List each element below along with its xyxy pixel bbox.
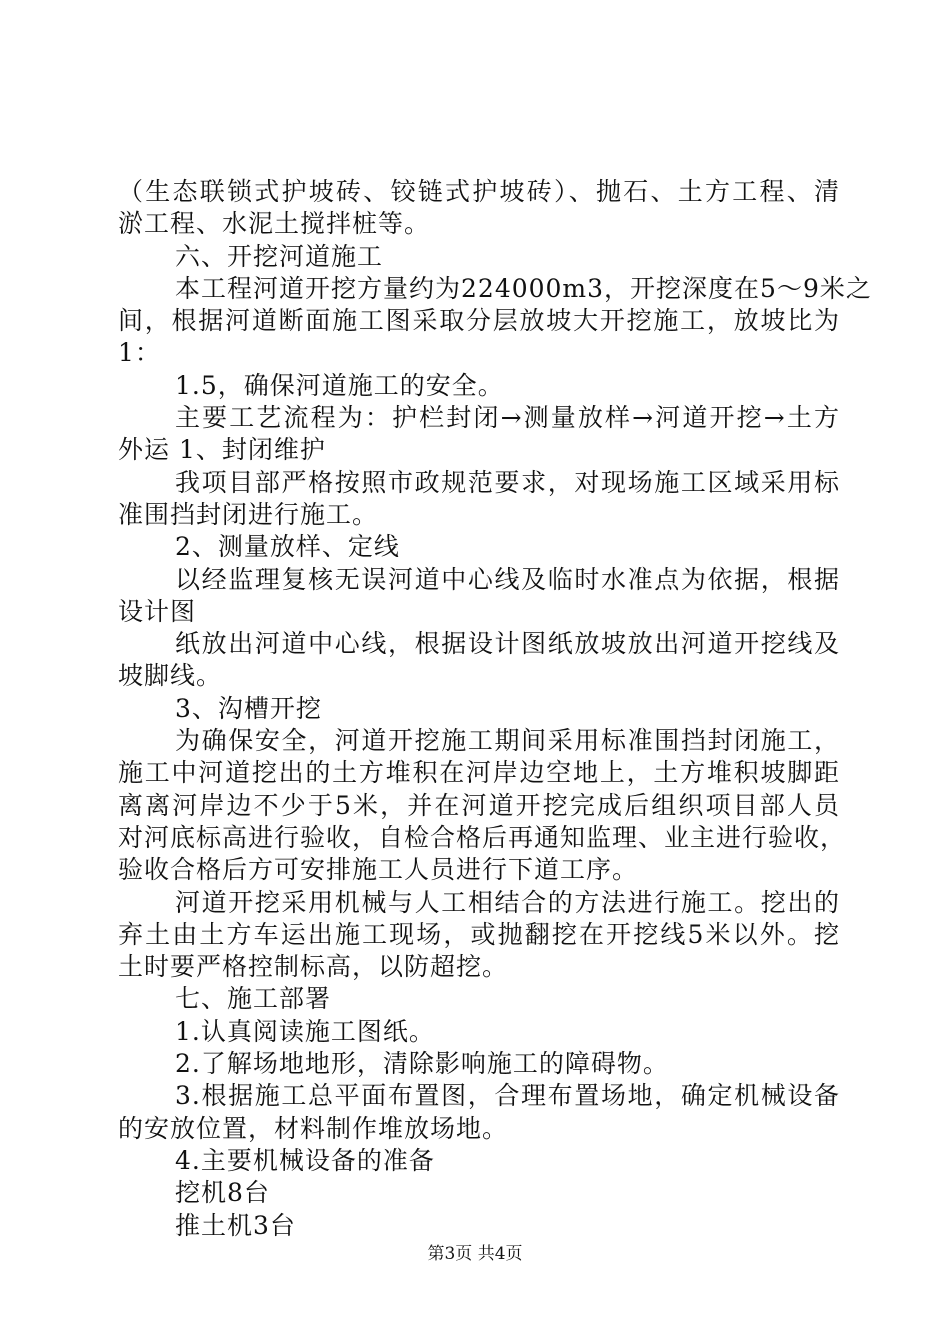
text-line: 推土机3台 xyxy=(175,1210,296,1240)
text-line: 验收合格后方可安排施工人员进行下道工序。 xyxy=(118,855,639,885)
text-line: 弃土由土方车运出施工现场，或抛翻挖在开挖线5米以外。挖 xyxy=(118,919,840,949)
text-line: 2.了解场地地形，清除影响施工的障碍物。 xyxy=(175,1049,669,1079)
text-line: 的安放位置，材料制作堆放场地。 xyxy=(118,1113,509,1143)
text-line: 纸放出河道中心线，根据设计图纸放坡放出河道开挖线及 xyxy=(175,629,840,659)
text-line: 施工中河道挖出的土方堆积在河岸边空地上，土方堆积坡脚距 xyxy=(118,758,840,788)
text-line: 1.5，确保河道施工的安全。 xyxy=(175,370,504,400)
text-line: 外运 1、封闭维护 xyxy=(118,435,326,465)
text-line: 3.根据施工总平面布置图，合理布置场地，确定机械设备 xyxy=(175,1081,840,1111)
text-line: 河道开挖采用机械与人工相结合的方法进行施工。挖出的 xyxy=(175,887,840,917)
text-line: 设计图 xyxy=(118,596,197,626)
text-line: 挖机8台 xyxy=(175,1178,270,1208)
text-line: 以经监理复核无误河道中心线及临时水准点为依据，根据 xyxy=(175,564,840,594)
text-line: 坡脚线。 xyxy=(118,661,223,691)
text-line: 1.认真阅读施工图纸。 xyxy=(175,1016,435,1046)
text-line: 4.主要机械设备的准备 xyxy=(175,1145,435,1175)
text-line: （生态联锁式护坡砖、铰链式护坡砖）、抛石、土方工程、清 xyxy=(118,177,840,206)
text-line: 土时要严格控制标高，以防超挖。 xyxy=(118,952,509,982)
text-line: 2、测量放样、定线 xyxy=(175,532,400,562)
document-body xyxy=(118,176,872,1242)
text-line: 淤工程、水泥土搅拌桩等。 xyxy=(118,209,431,239)
text-line: 为确保安全，河道开挖施工期间采用标准围挡封闭施工， xyxy=(175,726,840,756)
text-line: 1： xyxy=(118,338,161,368)
text-line: 离离河岸边不少于5米，并在河道开挖完成后组织项目部人员 xyxy=(118,790,840,820)
text-line: 准围挡封闭进行施工。 xyxy=(118,499,379,529)
text-line: 主要工艺流程为：护栏封闭→测量放样→河道开挖→土方 xyxy=(175,403,840,433)
text-line: 本工程河道开挖方量约为224000m3，开挖深度在5～9米之 xyxy=(175,273,872,303)
text-line: 我项目部严格按照市政规范要求，对现场施工区域采用标 xyxy=(175,467,840,497)
page-footer: 第3页 共4页 xyxy=(427,1244,523,1264)
text-line: 六、开挖河道施工 xyxy=(175,241,384,271)
text-line: 间，根据河道断面施工图采取分层放坡大开挖施工，放坡比为 xyxy=(118,306,840,336)
text-line: 对河底标高进行验收，自检合格后再通知监理、业主进行验收， xyxy=(118,822,847,852)
text-line: 七、施工部署 xyxy=(175,984,332,1014)
text-line: 3、沟槽开挖 xyxy=(175,693,322,723)
